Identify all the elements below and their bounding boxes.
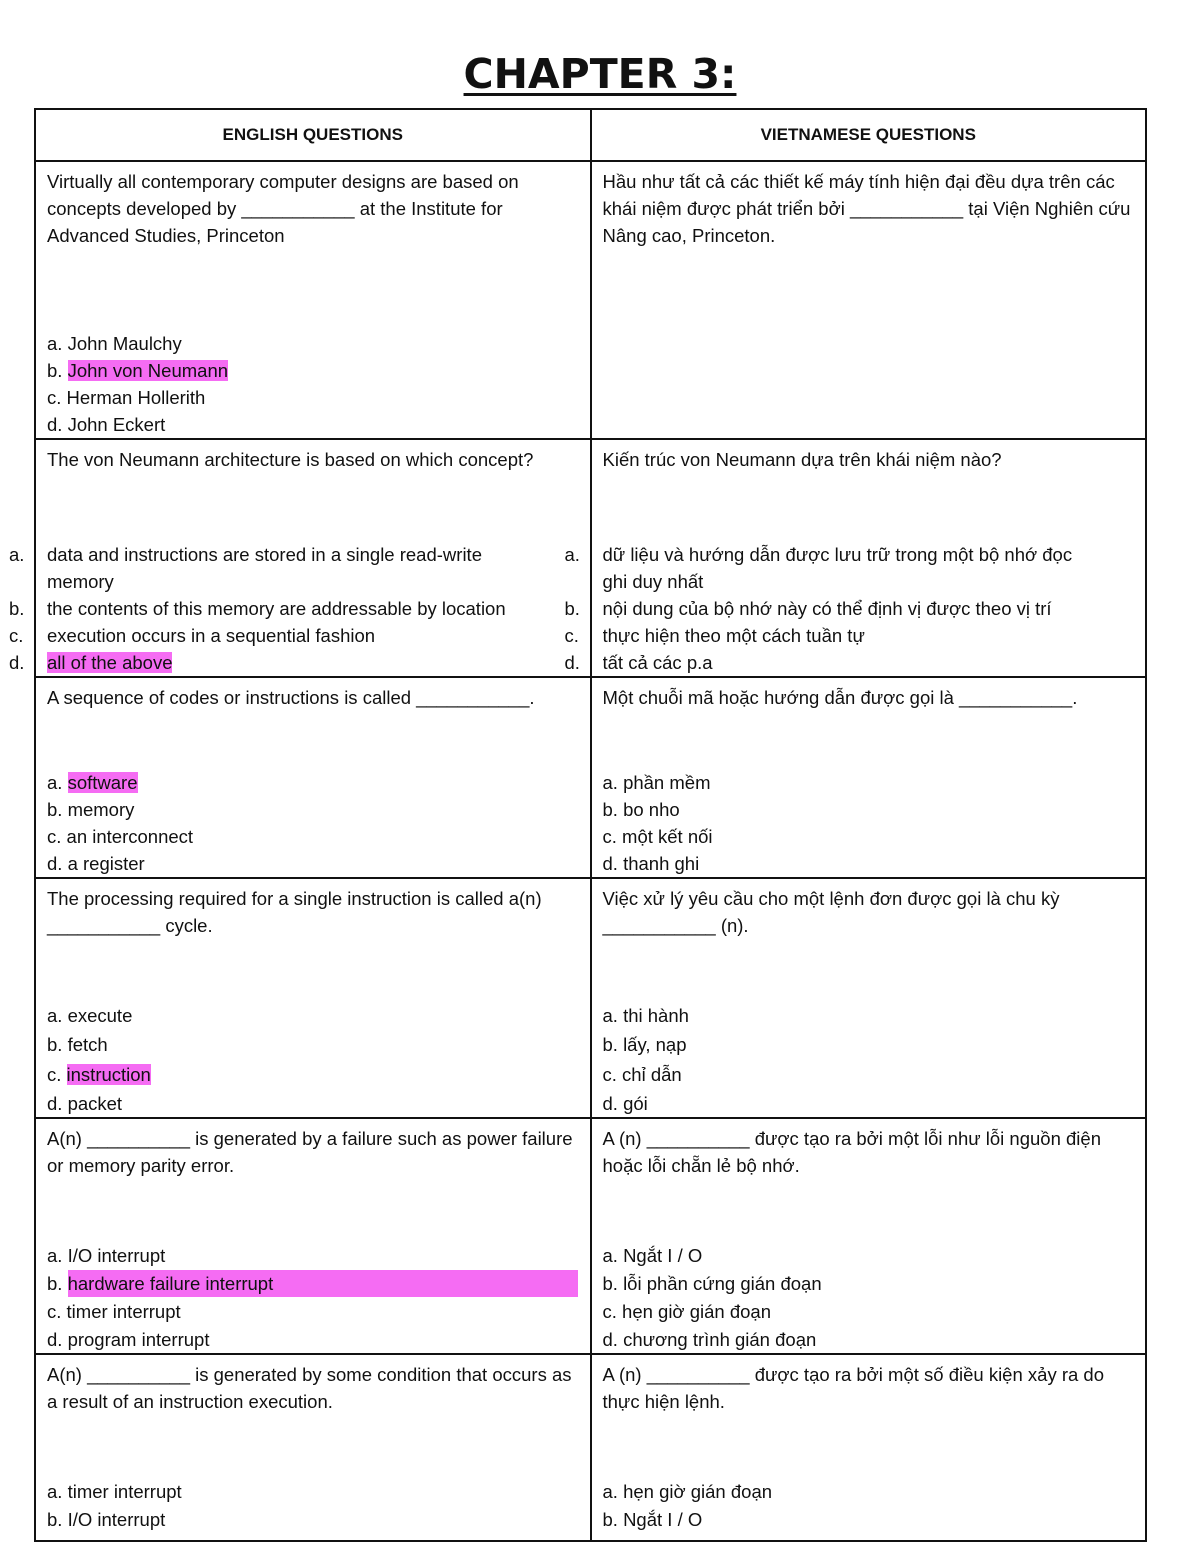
english-question-cell <box>9 439 591 677</box>
answer-option: b. memory <box>47 799 135 820</box>
answer-option: the contents of this memory are addressable by location <box>47 598 506 619</box>
answer-option: a. thi hành <box>602 1005 689 1026</box>
option-letters <box>565 541 595 676</box>
vietnamese-question-cell <box>564 439 1147 677</box>
answer-option: b. bo nho <box>602 799 680 820</box>
answer-option: nội dung của bộ nhớ này có thể định vị được theo vị trí <box>602 598 1052 619</box>
question-row <box>35 439 1146 677</box>
answer-option: a. John Maulchy <box>47 333 182 354</box>
answer-option: dữ liệu và hướng dẫn được lưu trữ trong một bộ nhớ đọc ghi duy nhất <box>602 544 1073 592</box>
option-letter: b. <box>564 598 580 619</box>
answer-option-correct <box>47 1270 578 1297</box>
answer-option: b. fetch <box>47 1034 108 1055</box>
option-letter: a. <box>564 544 580 565</box>
question-row <box>35 677 1146 878</box>
english-question-cell <box>35 1118 591 1354</box>
highlighted-answer: hardware failure interrupt <box>68 1270 578 1297</box>
answer-option-correct <box>47 357 578 384</box>
page-title: CHAPTER 3: <box>463 50 737 98</box>
question-text: Hầu như tất cả các thiết kế máy tính hiện đại đều dựa trên các khái niệm được phát triển bởi ___________ tại Viện Nghiên cứu Nâng cao, Princeton. <box>602 171 1131 246</box>
option-letter: c. <box>564 625 579 646</box>
question-text: A(n) __________ is generated by a failure such as power failure or memory parity error. <box>47 1128 573 1176</box>
highlighted-answer: all of the above <box>47 652 173 673</box>
option-letter: b. <box>47 360 68 381</box>
answer-option: c. hẹn giờ gián đoạn <box>602 1301 771 1322</box>
answer-option: d. chương trình gián đoạn <box>602 1329 817 1350</box>
answer-options <box>603 1242 1134 1353</box>
answer-options <box>603 1478 1134 1533</box>
answer-option: a. phần mềm <box>602 772 711 793</box>
option-letter: b. <box>9 598 25 619</box>
option-letter: c. <box>9 625 24 646</box>
question-text: A (n) __________ được tạo ra bởi một số điều kiện xảy ra do thực hiện lệnh. <box>602 1364 1104 1412</box>
option-letters <box>9 541 39 676</box>
vietnamese-question-cell <box>591 1354 1147 1541</box>
english-question-cell <box>35 878 591 1118</box>
english-question-cell <box>35 1354 591 1541</box>
answer-option: c. chỉ dẫn <box>602 1064 682 1085</box>
answer-option: b. lỗi phần cứng gián đoạn <box>602 1273 822 1294</box>
question-row <box>35 1118 1146 1354</box>
answer-option: thực hiện theo một cách tuần tự <box>602 625 865 646</box>
question-text: Một chuỗi mã hoặc hướng dẫn được gọi là ___________. <box>602 687 1078 708</box>
question-text: A (n) __________ được tạo ra bởi một lỗi như lỗi nguồn điện hoặc lỗi chẵn lẻ bộ nhớ. <box>602 1128 1101 1176</box>
answer-option: a. hẹn giờ gián đoạn <box>602 1481 773 1502</box>
answer-option: b. lấy, nạp <box>602 1034 687 1055</box>
answer-options <box>603 769 1134 877</box>
answer-options <box>564 541 1134 676</box>
answer-option: d. gói <box>602 1093 648 1114</box>
answer-option: c. một kết nối <box>602 826 713 847</box>
english-header: ENGLISH QUESTIONS <box>35 109 591 161</box>
answer-options <box>9 541 578 676</box>
option-letter: c. <box>47 1064 67 1085</box>
vietnamese-header: VIETNAMESE QUESTIONS <box>591 109 1147 161</box>
highlighted-answer: software <box>67 772 138 793</box>
answer-option: c. Herman Hollerith <box>47 387 206 408</box>
questions-table <box>9 108 1147 1542</box>
vietnamese-question-cell <box>591 878 1147 1118</box>
option-letter: d. <box>9 652 25 673</box>
question-text: The von Neumann architecture is based on which concept? <box>47 449 534 470</box>
answer-options <box>47 1478 578 1533</box>
answer-option: a. execute <box>47 1005 133 1026</box>
question-row <box>35 878 1146 1118</box>
question-row <box>35 1354 1146 1541</box>
option-letter: a. <box>47 772 68 793</box>
answer-option: a. timer interrupt <box>47 1481 182 1502</box>
answer-option: tất cả các p.a <box>602 652 713 673</box>
answer-option: d. John Eckert <box>47 414 166 435</box>
answer-option: c. an interconnect <box>47 826 194 847</box>
option-letter: a. <box>9 544 25 565</box>
answer-option-correct <box>47 649 578 676</box>
answer-option: execution occurs in a sequential fashion <box>47 625 376 646</box>
highlighted-answer: instruction <box>66 1064 151 1085</box>
answer-option: d. program interrupt <box>47 1329 210 1350</box>
answer-options <box>47 330 578 438</box>
answer-option-correct <box>47 1061 578 1088</box>
answer-option: a. Ngắt I / O <box>602 1245 703 1266</box>
answer-option: c. timer interrupt <box>47 1301 181 1322</box>
answer-option: d. thanh ghi <box>602 853 700 874</box>
answer-option: data and instructions are stored in a single read-write memory <box>47 544 482 592</box>
answer-option: b. Ngắt I / O <box>602 1509 703 1530</box>
english-question-cell <box>35 161 591 439</box>
answer-options <box>47 1242 578 1353</box>
table-header-row <box>35 109 1146 161</box>
answer-options <box>47 1002 578 1117</box>
question-text: Kiến trúc von Neumann dựa trên khái niệm nào? <box>602 449 1002 470</box>
option-letter: b. <box>47 1273 68 1294</box>
vietnamese-question-cell <box>591 677 1147 878</box>
question-text: Việc xử lý yêu cầu cho một lệnh đơn được gọi là chu kỳ ___________ (n). <box>602 888 1060 936</box>
answer-options <box>603 1002 1134 1117</box>
question-row <box>35 161 1146 439</box>
answer-option: b. I/O interrupt <box>47 1509 166 1530</box>
vietnamese-question-cell <box>591 161 1147 439</box>
question-text: A sequence of codes or instructions is called ___________. <box>47 687 535 708</box>
answer-options <box>47 769 578 877</box>
answer-option-correct <box>47 769 578 796</box>
question-text: Virtually all contemporary computer designs are based on concepts developed by ___________ at the Institute for Advanced Studies, Princeton <box>47 171 519 246</box>
english-question-cell <box>35 677 591 878</box>
question-text: The processing required for a single instruction is called a(n) ___________ cycle. <box>47 888 542 936</box>
answer-option: d. a register <box>47 853 145 874</box>
question-text: A(n) __________ is generated by some condition that occurs as a result of an instruction execution. <box>47 1364 572 1412</box>
option-letter: d. <box>564 652 580 673</box>
vietnamese-question-cell <box>591 1118 1147 1354</box>
answer-option: a. I/O interrupt <box>47 1245 166 1266</box>
highlighted-answer: John von Neumann <box>67 360 229 381</box>
answer-option: d. packet <box>47 1093 123 1114</box>
